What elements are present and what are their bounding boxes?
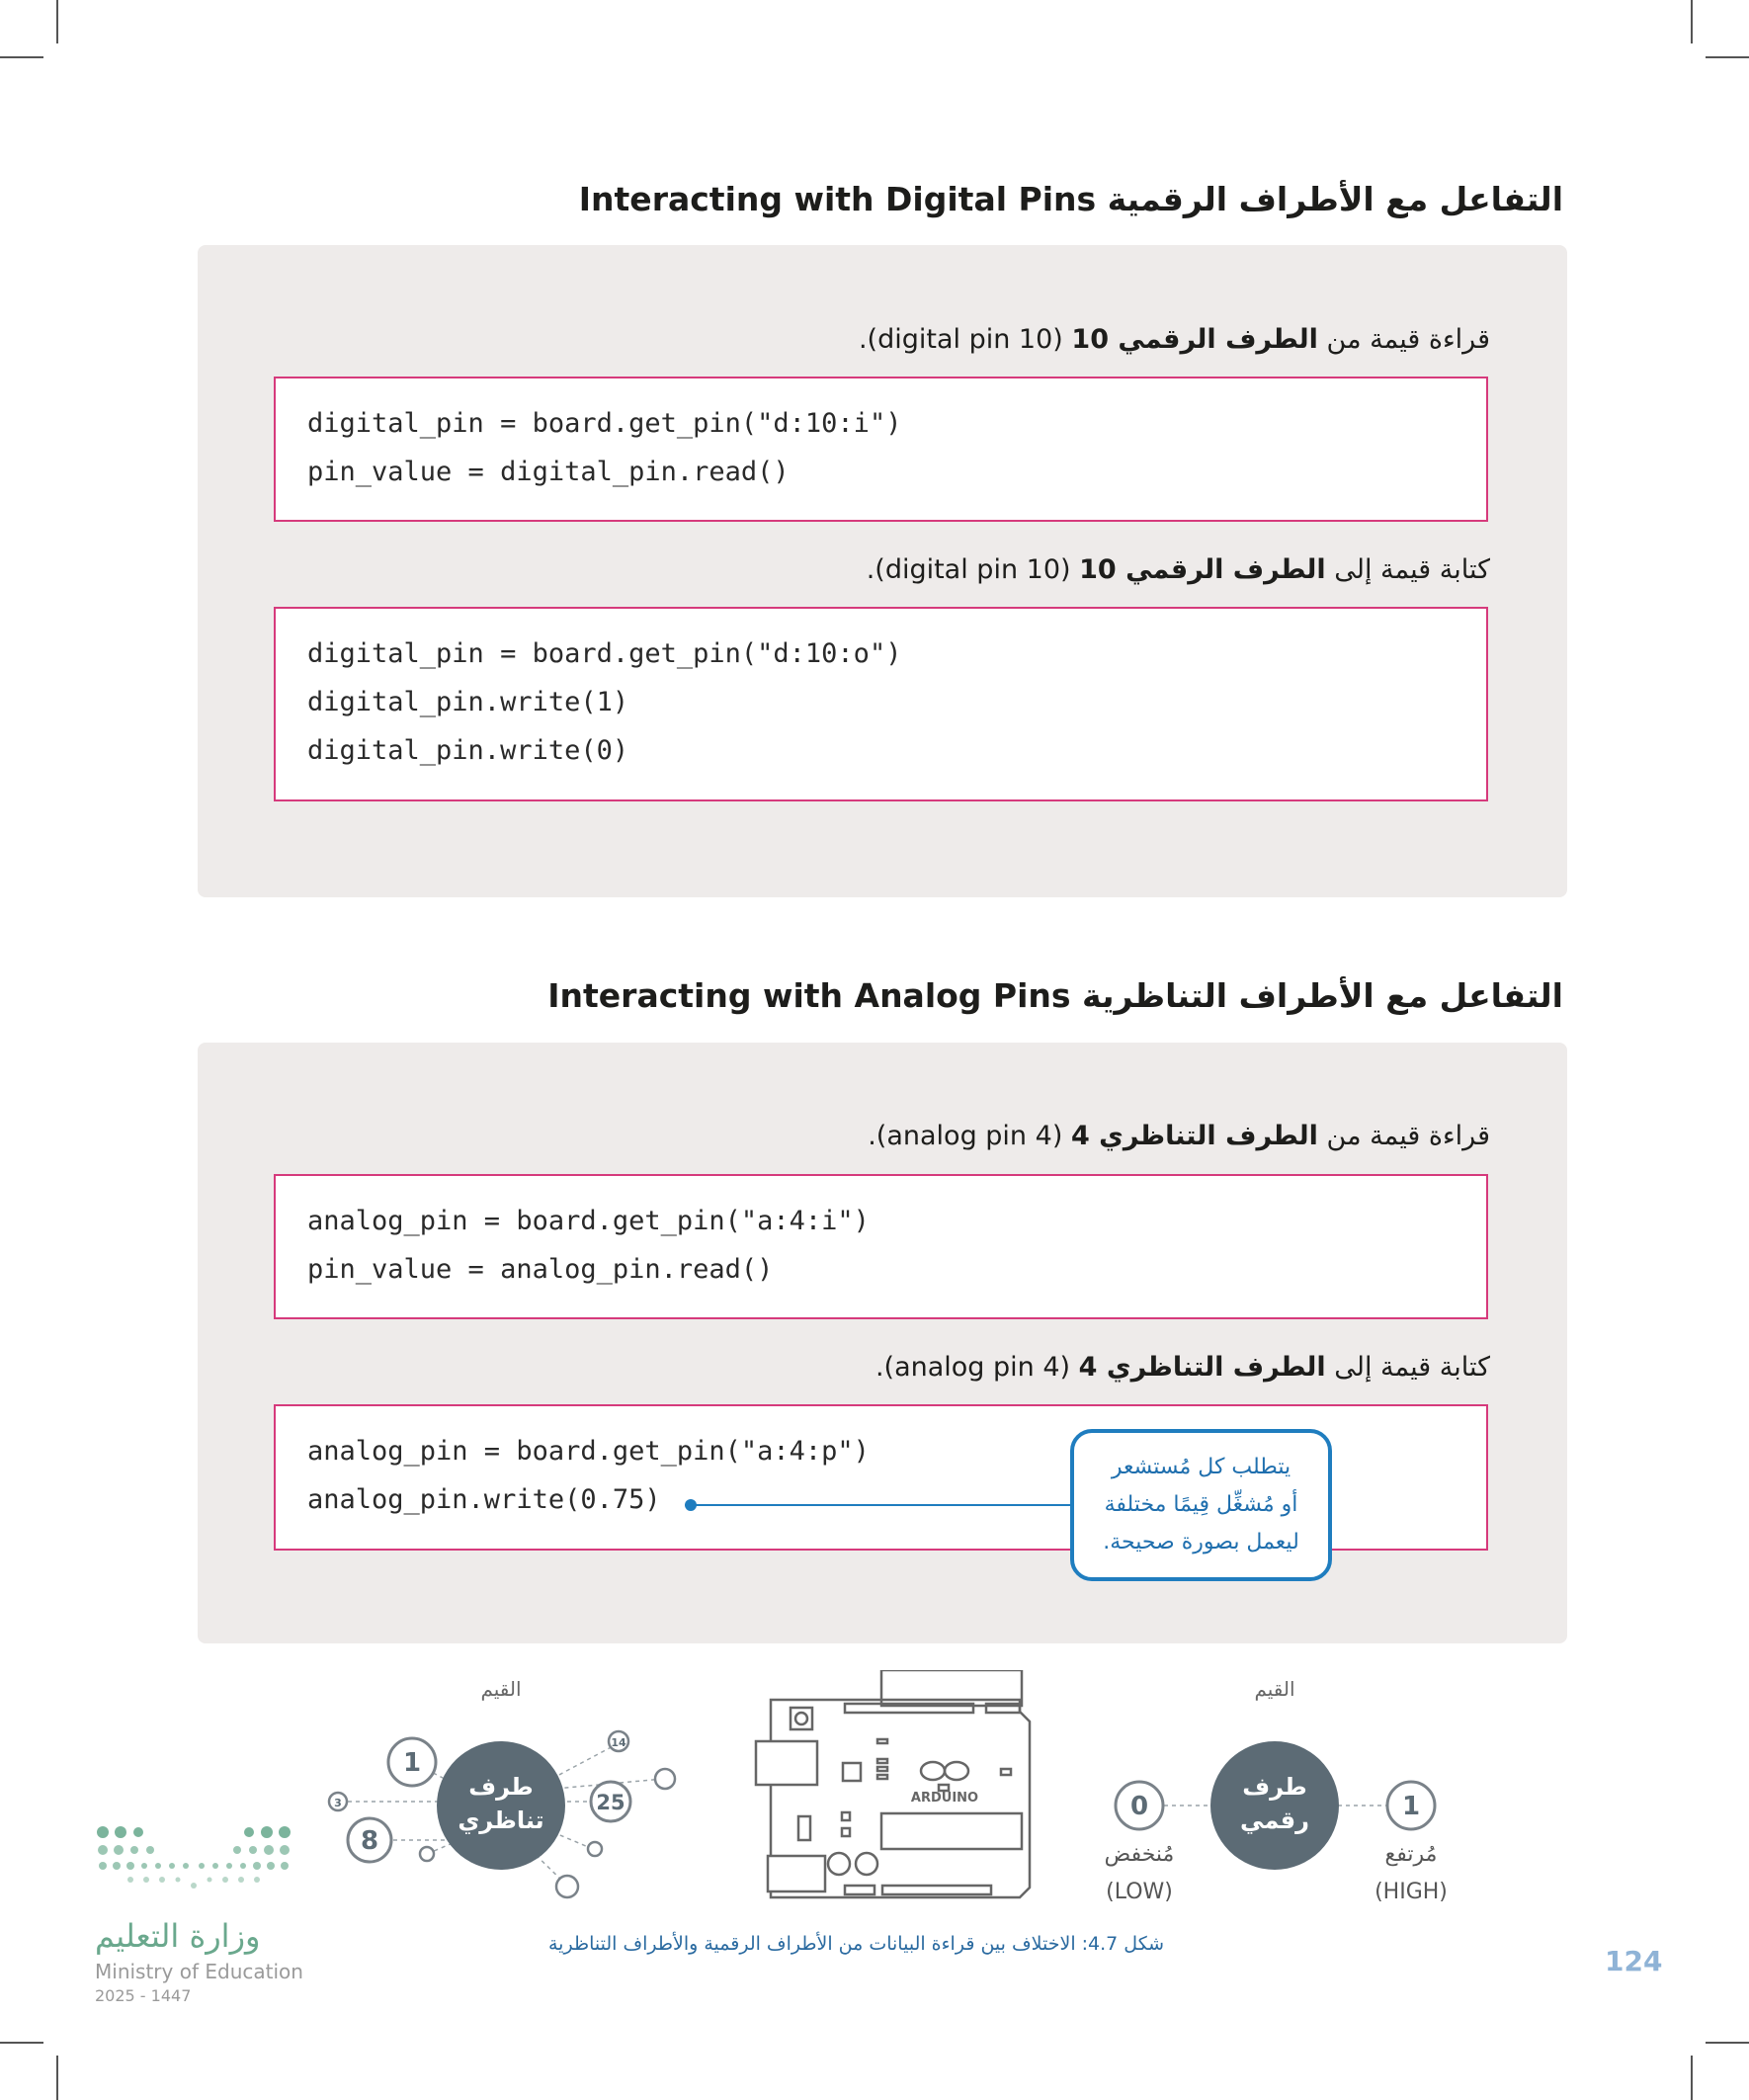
- callout-note: [1070, 1429, 1332, 1581]
- instruction-suffix: (analog pin 4).: [874, 1352, 1079, 1383]
- analog-empty-bubble: [420, 1847, 434, 1861]
- instruction-bold: الطرف التناظري 4: [1070, 1121, 1318, 1151]
- analog-read-instruction: [868, 1121, 1490, 1151]
- code-line: analog_pin = board.get_pin("a:4:p"): [307, 1436, 870, 1467]
- figure-caption: شكل 4.7: الاختلاف بين قراءة البيانات من الأطراف الرقمية والأطراف التناظرية: [548, 1933, 1165, 1955]
- instruction-prefix: كتابة قيمة إلى: [1325, 1352, 1490, 1383]
- analog-value-number: 3: [334, 1797, 342, 1809]
- digital-node: [1210, 1741, 1339, 1870]
- instruction-prefix: كتابة قيمة إلى: [1325, 554, 1490, 585]
- ministry-logo-icon: [91, 1824, 308, 1893]
- analog-value-number: 1: [402, 1748, 422, 1778]
- digital-write-instruction: [867, 554, 1490, 585]
- arduino-label: ARDUINO: [910, 1791, 979, 1806]
- analog-value-number: 25: [596, 1791, 625, 1814]
- code-line: analog_pin = board.get_pin("a:4:i"): [307, 1206, 870, 1236]
- ministry-name-arabic: وزارة التعليم: [95, 1917, 261, 1955]
- digital-low-label-en: (LOW): [1106, 1880, 1173, 1904]
- crop-mark: [1691, 2056, 1693, 2100]
- edition-year: 2025 - 1447: [95, 1986, 192, 2005]
- instruction-prefix: قراءة قيمة من: [1317, 1121, 1490, 1151]
- analog-empty-bubble: [556, 1876, 578, 1897]
- digital-read-code-block: [274, 377, 1488, 522]
- crop-mark: [1706, 56, 1749, 58]
- callout-line: أو مُشغِّل قِيمًا مختلفة: [1104, 1492, 1298, 1517]
- page-number: 124: [1605, 1945, 1663, 1977]
- crop-mark: [0, 2042, 43, 2044]
- code-line: digital_pin = board.get_pin("d:10:i"): [307, 408, 902, 439]
- digital-high-value: 1: [1401, 1792, 1421, 1821]
- code-line: pin_value = analog_pin.read(): [307, 1254, 774, 1285]
- code-line: digital_pin.write(1): [307, 687, 629, 717]
- instruction-bold: الطرف الرقمي 10: [1079, 554, 1326, 585]
- callout-line: ليعمل بصورة صحيحة.: [1103, 1530, 1299, 1554]
- digital-read-instruction: [859, 324, 1490, 355]
- code-line: digital_pin = board.get_pin("d:10:o"): [307, 638, 902, 669]
- analog-node-label-2: تناظري: [458, 1806, 544, 1834]
- digital-section-title: التفاعل مع الأطراف الرقمية Interacting with Digital Pins: [578, 180, 1563, 218]
- analog-empty-bubble: [588, 1842, 602, 1856]
- crop-mark: [1691, 0, 1693, 43]
- analog-section-title: التفاعل مع الأطراف التناظرية Interacting with Analog Pins: [547, 976, 1563, 1015]
- analog-read-code-block: [274, 1174, 1488, 1319]
- digital-low-label-ar: مُنخفض: [1104, 1842, 1175, 1867]
- digital-high-label-ar: مُرتفع: [1384, 1842, 1438, 1867]
- analog-values-label: القيم: [480, 1677, 522, 1701]
- crop-mark: [0, 56, 43, 58]
- instruction-bold: الطرف التناظري 4: [1078, 1352, 1326, 1383]
- analog-node-label-1: طرف: [468, 1773, 534, 1801]
- ministry-name-english: Ministry of Education: [95, 1960, 303, 1983]
- instruction-suffix: (digital pin 10).: [866, 554, 1080, 585]
- analog-write-instruction: [875, 1352, 1490, 1383]
- analog-node: [437, 1741, 565, 1870]
- digital-high-label-en: (HIGH): [1374, 1880, 1448, 1904]
- crop-mark: [1706, 2042, 1749, 2044]
- callout-connector-dot: [685, 1499, 697, 1511]
- code-line: digital_pin.write(0): [307, 735, 629, 766]
- code-line: pin_value = digital_pin.read(): [307, 457, 790, 487]
- digital-low-value: 0: [1129, 1792, 1149, 1821]
- digital-write-code-block: [274, 607, 1488, 801]
- digital-node-label-2: رقمي: [1240, 1806, 1309, 1834]
- digital-node-label-1: طرف: [1242, 1773, 1307, 1801]
- instruction-bold: الطرف الرقمي 10: [1071, 324, 1318, 355]
- analog-value-number: 8: [360, 1826, 379, 1856]
- code-line: analog_pin.write(0.75): [307, 1484, 661, 1515]
- callout-connector-line: [691, 1504, 1071, 1506]
- instruction-prefix: قراءة قيمة من: [1317, 324, 1490, 355]
- crop-mark: [56, 0, 58, 43]
- instruction-suffix: (analog pin 4).: [868, 1121, 1071, 1151]
- analog-value-number: 14: [611, 1736, 626, 1749]
- analog-empty-bubble: [655, 1769, 675, 1789]
- instruction-suffix: (digital pin 10).: [858, 324, 1072, 355]
- crop-mark: [56, 2056, 58, 2100]
- arduino-board-icon: [756, 1670, 1030, 1897]
- callout-line: يتطلب كل مُستشعر: [1111, 1455, 1291, 1479]
- digital-values-label: القيم: [1254, 1677, 1295, 1701]
